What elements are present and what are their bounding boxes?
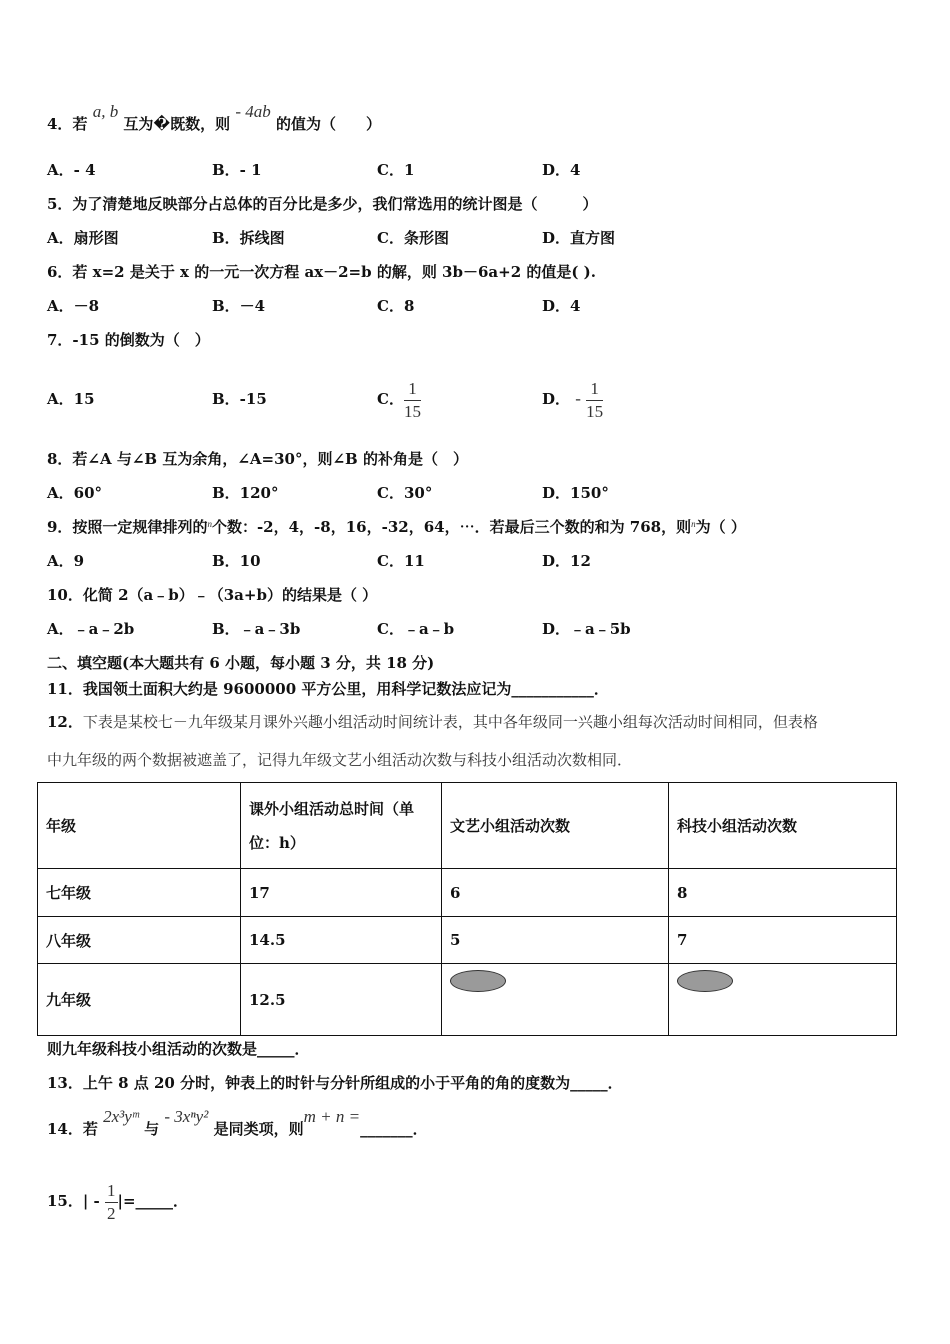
option-a: A．15 xyxy=(47,390,95,408)
fraction: $\frac{1}{2}$ xyxy=(107,1180,116,1223)
option-d: D．4 xyxy=(542,161,581,179)
table-row: 九年级 12.5 xyxy=(38,964,897,1036)
option-c: C．﹣a﹣b xyxy=(377,620,455,638)
option-a: A．9 xyxy=(47,552,85,570)
question-9: 9．按照一定规律排列的$^n$个数：-2，4，-8，16，-32，64，⋯．若最后三个数的和为 768，则$^n$为（ ） xyxy=(47,518,746,536)
covered-value-oval xyxy=(677,970,733,992)
table-header: 文艺小组活动次数 xyxy=(442,783,669,869)
option-d: D． - $\frac{1}{15}$ xyxy=(542,378,604,421)
table-header: 年级 xyxy=(38,783,241,869)
activity-table xyxy=(37,782,897,1036)
option-c: C．30° xyxy=(377,484,433,502)
question-8: 8．若∠A 与∠B 互为余角，∠A=30°，则∠B 的补角是（ ） xyxy=(47,450,468,468)
question-14: 14．若 2x³yᵐ 与 - 3xⁿy² 是同类项，则m + n =_______． xyxy=(47,1107,428,1138)
option-c: C．条形图 xyxy=(377,229,449,247)
question-7: 7．-15 的倒数为（ ） xyxy=(47,331,210,349)
table-row: 八年级 14.5 5 7 xyxy=(38,917,897,964)
question-10: 10．化简 2（a﹣b）﹣（3a+b）的结果是（ ） xyxy=(47,586,378,604)
table-header: 科技小组活动次数 xyxy=(669,783,897,869)
option-b: B．拆线图 xyxy=(212,229,285,247)
option-a: A．- 4 xyxy=(47,161,96,179)
option-b: B．﹣a﹣3b xyxy=(212,620,301,638)
question-12: 12．下表是某校七－九年级某月课外兴趣小组活动时间统计表，其中各年级同一兴趣小组每次活动时间相同，但表格 xyxy=(47,713,818,731)
option-c: C．1 xyxy=(377,161,415,179)
covered-value-oval xyxy=(450,970,506,992)
option-a: A．－8 xyxy=(47,297,100,315)
option-b: B．120° xyxy=(212,484,279,502)
question-13: 13．上午 8 点 20 分时，钟表上的时针与分针所组成的小于平角的角的度数为_____． xyxy=(47,1074,623,1092)
table-header: 课外小组活动总时间（单位：h） xyxy=(241,783,442,869)
option-d: D．12 xyxy=(542,552,591,570)
option-b: B．- 1 xyxy=(212,161,262,179)
question-12-cont: 中九年级的两个数据被遮盖了，记得九年级文艺小组活动次数与科技小组活动次数相同． xyxy=(47,751,633,769)
option-a: A．扇形图 xyxy=(47,229,119,247)
question-6: 6．若 x=2 是关于 x 的一元一次方程 ax－2=b 的解，则 3b－6a+2 的值是( ). xyxy=(47,263,596,281)
option-b: B．-15 xyxy=(212,390,267,408)
option-b: B．－4 xyxy=(212,297,266,315)
section-heading: 二、填空题(本大题共有 6 小题，每小题 3 分，共 18 分) xyxy=(47,654,435,672)
option-a: A．﹣a﹣2b xyxy=(47,620,135,638)
question-11: 11．我国领土面积大约是 9600000 平方公里，用科学记数法应记为___________． xyxy=(47,680,609,698)
question-15: 15．| - $\frac{1}{2}$ |=_____． xyxy=(47,1180,189,1223)
fraction: $\frac{1}{15}$ xyxy=(586,378,604,421)
table-row: 七年级 17 6 8 xyxy=(38,869,897,917)
option-c: C．8 xyxy=(377,297,415,315)
question-4: 4．若 a, b 互为�既数，则 - 4ab 的值为（ ） xyxy=(47,102,382,133)
option-d: D．150° xyxy=(542,484,609,502)
question-5: 5．为了清楚地反映部分占总体的百分比是多少，我们常选用的统计图是（ ） xyxy=(47,195,598,213)
option-d: D．直方图 xyxy=(542,229,616,247)
option-d: D．4 xyxy=(542,297,581,315)
option-d: D．﹣a﹣5b xyxy=(542,620,631,638)
option-c: C． $\frac{1}{15}$ xyxy=(377,378,421,421)
option-a: A．60° xyxy=(47,484,103,502)
fraction: $\frac{1}{15}$ xyxy=(403,378,421,421)
option-c: C．11 xyxy=(377,552,425,570)
option-b: B．10 xyxy=(212,552,261,570)
question-12-ask: 则九年级科技小组活动的次数是_____． xyxy=(47,1040,310,1058)
